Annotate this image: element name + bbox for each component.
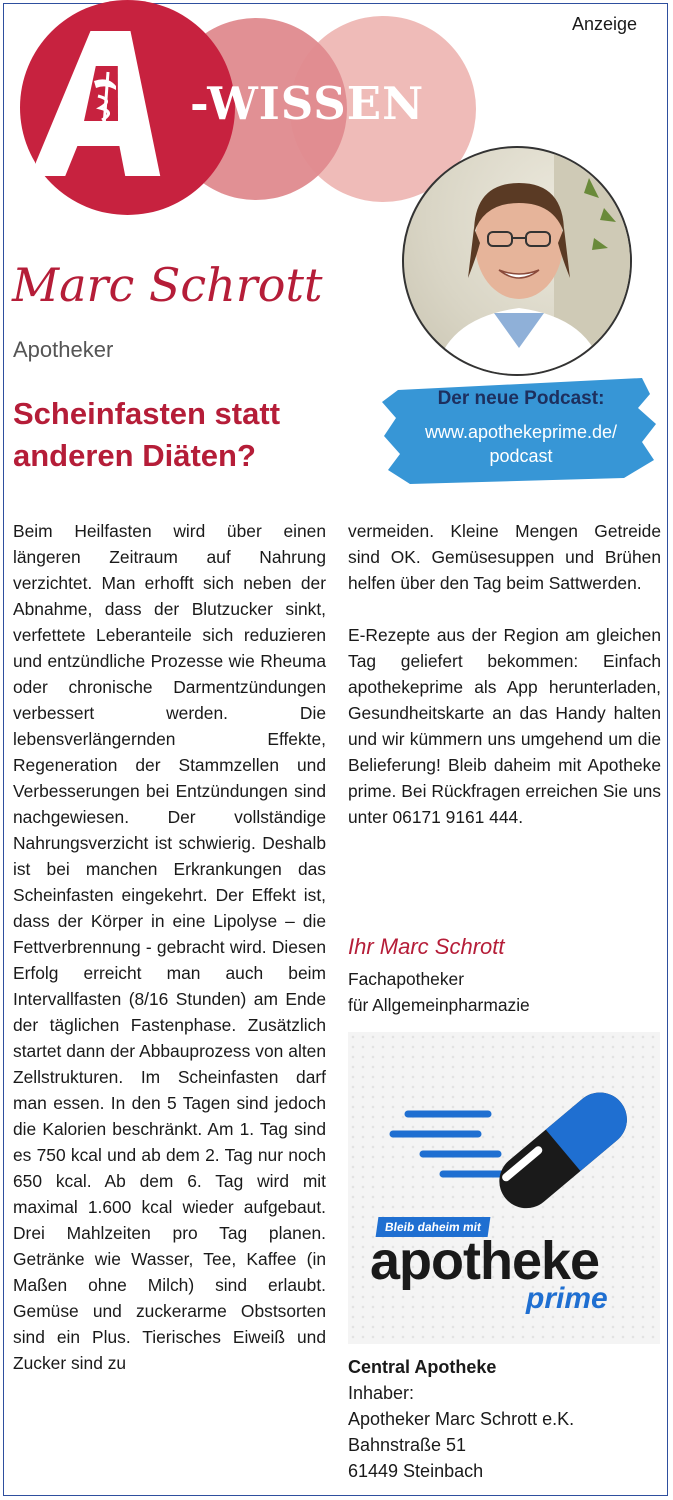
podcast-url-line-2: podcast: [489, 446, 553, 466]
podcast-url-line-1: www.apothekeprime.de/: [424, 422, 618, 442]
article-headline: [13, 393, 383, 477]
body-paragraph-right-2: E-Rezepte aus der Region am gleichen Tag geliefert bekommen: Einfach apothekeprime als App herunterladen, Gesundheitskarte an das Handy halten und wir kümmern uns umgehend um die Belieferung! Bleib daheim mit Apotheke prime. Bei Rückfragen erreichen Sie uns unter 06171 9161 444.: [348, 625, 661, 827]
owner-label: Inhaber:: [348, 1383, 415, 1403]
person-name: Marc Schrott: [12, 258, 323, 312]
body-paragraph-right-1: vermeiden. Kleine Mengen Getreide sind OK. Gemüsesuppen und Brühen helfen über den Tag beim Sattwerden.: [348, 521, 661, 593]
app-brand-sub: prime: [526, 1282, 608, 1315]
owner-name: Apotheker Marc Schrott e.K.: [348, 1409, 575, 1429]
ad-label: Anzeige: [571, 14, 637, 34]
headline-line-2: anderen Diäten?: [13, 438, 256, 473]
app-tagline: Bleib daheim mit: [376, 1217, 491, 1237]
person-role: Apotheker: [13, 337, 114, 362]
apotheke-a-logo-icon: [36, 26, 186, 186]
body-paragraph-left: Beim Heilfasten wird über einen längeren Zeitraum auf Nahrung verzichtet. Man erhofft sich neben der Abnahme, dass der Blutzucker sinkt, verfettete Leberanteile sich reduzieren und entzündliche Prozesse wie Rheuma oder chronische Darmentzündungen verbessert werden. Die lebensverlängernden Effekte, Regeneration der Stammzellen und Verbesserungen bei Entzündungen sind nachgewiesen. Der vollständige Nahrungsverzicht ist schwierig. Deshalb ist bei manchen Erkrankungen das Scheinfasten eingekehrt. Der Effekt ist, dass der Körper in eine Lipolyse – die Fettverbrennung - gebracht wird. Diesen Erfolg erreicht man auch beim Intervallfasten (8/16 Stunden) am Ende der täglichen Fastenphase. Zusätzlich startet dann der Abbauprozess von alten Zellstrukturen. Im Scheinfasten darf man essen. In den 5 Tagen sind jedoch die Kalorien beschränkt. Am 1. Tag sind es 750 kcal und ab dem 2. Tag nur noch 650 kcal. Ab dem 6. Tag wird mit maximal 1.600 kcal wieder aufgebaut. Drei Mahlzeiten pro Tag planen. Getränke wie Wasser, Tee, Kaffee (in Maßen ohne Milch) sind erlaubt. Gemüse und zuckerarme Obstsorten sind ein Plus. Tierisches Eiweiß und Zucker sind zu: [13, 521, 326, 1373]
wissen-title: -WISSEN: [190, 77, 425, 130]
city-address: 61449 Steinbach: [348, 1461, 484, 1481]
street-address: Bahnstraße 51: [348, 1435, 467, 1455]
app-brand: apotheke: [370, 1231, 600, 1291]
signature-title: [348, 966, 530, 1018]
podcast-url: [380, 420, 662, 468]
pill-icon: [348, 1032, 660, 1222]
headline-line-1: Scheinfasten statt: [13, 396, 281, 431]
signature-title-2: für Allgemeinpharmazie: [348, 995, 530, 1015]
signature-name: Ihr Marc Schrott: [348, 934, 505, 959]
podcast-title: Der neue Podcast:: [437, 388, 605, 409]
pharmacy-name: Central Apotheke: [348, 1357, 497, 1377]
portrait-photo: [402, 146, 632, 376]
article-body-right: [348, 518, 661, 830]
contact-block: [348, 1354, 574, 1484]
apotheke-prime-logo: [348, 1032, 660, 1344]
article-body-left: [13, 518, 326, 1376]
signature-title-1: Fachapotheker: [348, 969, 465, 989]
